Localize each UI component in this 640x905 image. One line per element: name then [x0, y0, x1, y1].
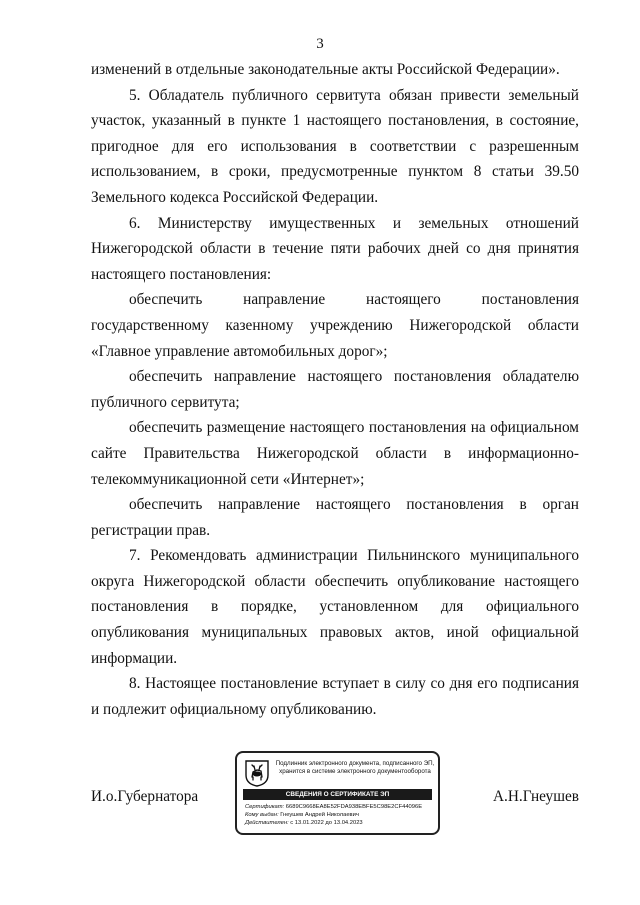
digital-signature-stamp [235, 751, 440, 835]
stamp-header: СВЕДЕНИЯ О СЕРТИФИКАТЕ ЭП [243, 789, 432, 800]
sub-item-registration: обеспечить направление настоящего постановления в орган регистрации прав. [91, 496, 579, 539]
paragraph-item-6: 6. Министерству имущественных и земельных отношений Нижегородской области в течение пяти рабочих дней со дня принятия настоящего постановления: [91, 214, 579, 283]
paragraph-item-8: 8. Настоящее постановление вступает в силу со дня его подписания и подлежит официальному опубликованию. [91, 675, 579, 718]
sub-item-gku: обеспечить направление настоящего постановления государственному казенному учреждению Нижегородской области «Главное управление автомобильных дорог»; [91, 291, 579, 360]
paragraph-item-5: 5. Обладатель публичного сервитута обязан привести земельный участок, указанный в пункте 1 настоящего постановления, в состояние, пригодное для его использования в соответствии с разрешенным использованием, в сроки, предусмотренные пунктом 8 статьи 39.50 Земельного кодекса Российской Федерации. [91, 86, 579, 206]
signatory-position: И.о.Губернатора [91, 788, 199, 805]
stamp-issued-value: Гнеушев Андрей Николаевич [280, 812, 359, 818]
stamp-issued-to [245, 812, 359, 819]
page-number: 3 [316, 36, 324, 52]
document-body [91, 57, 579, 722]
stamp-valid-label: Действителен: [245, 820, 289, 826]
paragraph-item-7: 7. Рекомендовать администрации Пильнинского муниципального округа Нижегородской области обеспечить опубликование настоящего постановления в порядке, установленном для официального опубликования муниципальных правовых актов, иной официальной информации. [91, 547, 579, 667]
stamp-certificate-value: 6689C9668EA8E52FDA938EBFE5C98E2CF44096E [285, 804, 423, 810]
sub-item-holder: обеспечить направление настоящего постановления обладателю публичного сервитута; [91, 368, 579, 411]
stamp-certificate-label: Сертификат: [245, 804, 285, 810]
stamp-note: Подлинник электронного документа, подписанного ЭП, хранится в системе электронного документооборота [275, 760, 435, 775]
stamp-valid-value: с 13.01.2022 до 13.04.2023 [290, 820, 363, 826]
stamp-certificate [245, 804, 422, 811]
sub-item-website: обеспечить размещение настоящего постановления на официальном сайте Правительства Нижегородской области в информационно-телекоммуникационной сети «Интернет»; [91, 419, 579, 488]
stamp-issued-label: Кому выдан: [245, 812, 279, 818]
stamp-validity [245, 820, 363, 827]
paragraph-continuation: изменений в отдельные законодательные акты Российской Федерации». [91, 61, 560, 78]
signatory-name: А.Н.Гнеушев [492, 788, 579, 805]
deer-emblem-icon [244, 759, 270, 787]
